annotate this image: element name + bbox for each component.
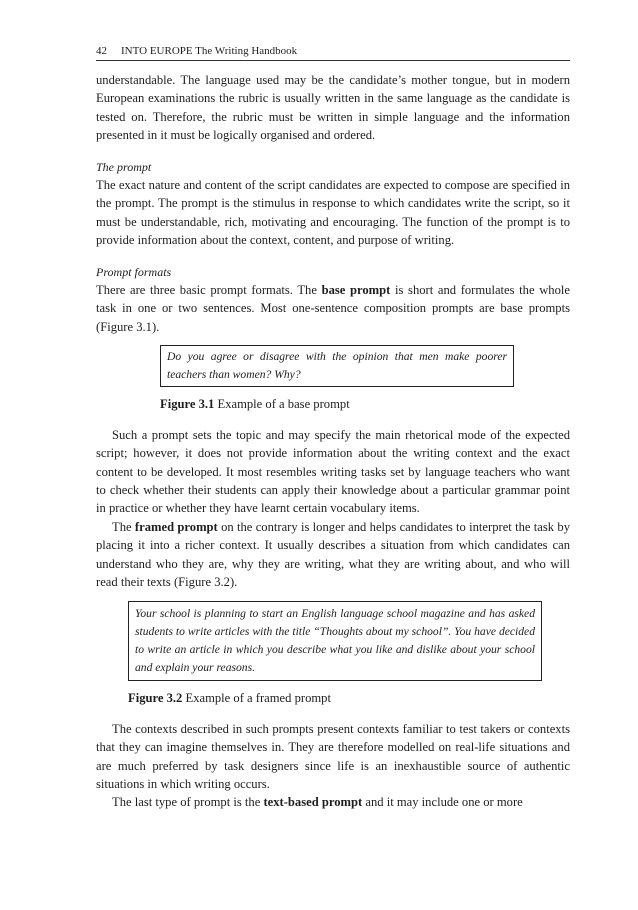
page-body	[96, 71, 570, 812]
paragraph-rubric: understandable. The language used may be the candidate’s mother tongue, but in modern European examinations the rubric is usually written in the same language as the candidate is tested on. Therefore, the rubric must be written in simple language and the information presented in it must be logically organised and ordered.	[96, 73, 570, 143]
figure-3-2-caption: Figure 3.2 Example of a framed prompt	[128, 691, 331, 706]
figure-3-1-caption: Figure 3.1 Example of a base prompt	[160, 397, 350, 412]
paragraph-base-prompt: Such a prompt sets the topic and may specify the main rhetorical mode of the expected script; however, it does not provide information about the writing context and the exact content to be developed. It most resembles writing tasks set by language teachers who want to check whether their students can apply their knowledge about a particular grammar point in practice or whether they have learnt certain vocabulary items.	[96, 427, 570, 516]
section-heading-prompt: The prompt	[96, 159, 152, 174]
page-number: 42	[96, 45, 107, 57]
term-text-based-prompt: text-based prompt	[263, 795, 363, 810]
paragraph-contexts: The contexts described in such prompts present contexts familiar to test takers or contexts that they can imagine themselves in. They are therefore modelled on real-life situations and are much preferred by task designers since life is an inexhaustible source of authentic situations in which writing occurs.	[96, 721, 570, 791]
term-base-prompt: base prompt	[321, 283, 391, 298]
paragraph-prompt: The exact nature and content of the script candidates are expected to compose are specified in the prompt. The prompt is the stimulus in response to which candidates write the script, so it must be understandable, rich, motivating and encouraging. The function of the prompt is to provide information about the context, content, and purpose of writing.	[96, 178, 570, 248]
figure-label: Figure 3.1	[160, 397, 215, 412]
section-heading-prompt-formats: Prompt formats	[96, 264, 172, 279]
paragraph-text-based-prompt: The last type of prompt is the text-based prompt and it may include one or more	[112, 795, 523, 810]
paragraph-prompt-formats: There are three basic prompt formats. The base prompt is short and formulates the whole task in one or two sentences. Most one-sentence composition prompts are base prompts (Figure 3.1).	[96, 283, 570, 334]
paragraph-framed-prompt: The framed prompt on the contrary is longer and helps candidates to interpret the task by placing it into a richer context. It usually describes a situation from which candidates can understand who they are, why they are writing, what they are writing about, and who will read their texts (Figure 3.2).	[96, 519, 571, 589]
running-title: INTO EUROPE The Writing Handbook	[121, 45, 298, 57]
term-framed-prompt: framed prompt	[134, 519, 218, 534]
figure-3-1-box: Do you agree or disagree with the opinion that men make poorer teachers than women? Why?	[160, 345, 514, 387]
figure-3-2-box: Your school is planning to start an English language school magazine and has asked students to write articles with the title “Thoughts about my school”. You have decided to write an article in which you describe what you like and dislike about your school and explain your reasons.	[128, 601, 542, 681]
running-header	[96, 44, 570, 61]
figure-label: Figure 3.2	[128, 691, 183, 706]
